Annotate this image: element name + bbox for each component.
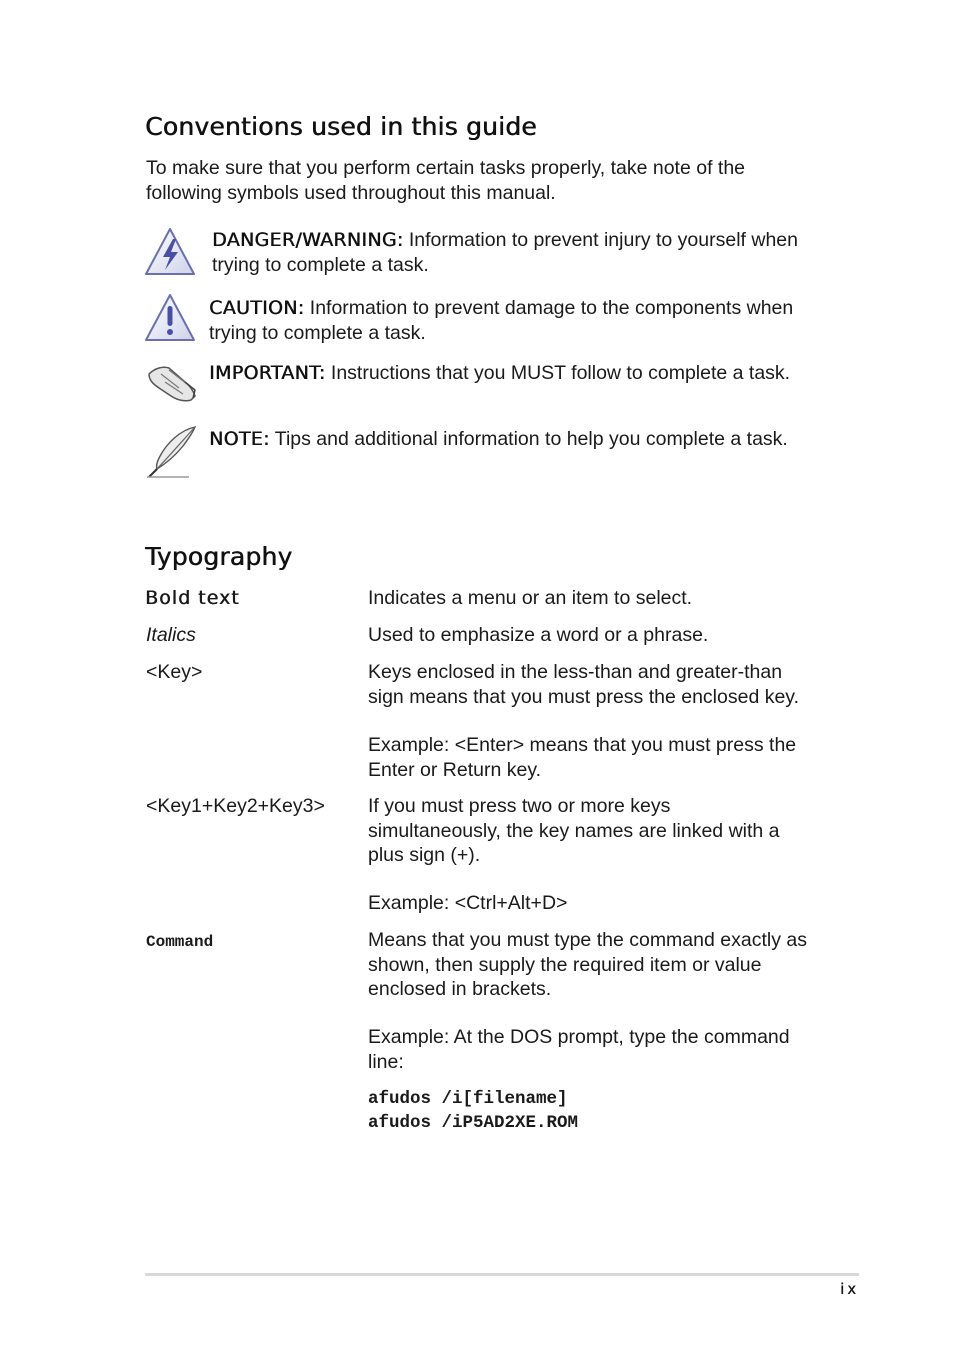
quill-pen-icon [145,424,199,480]
typography-example-keycombo: Example: <Ctrl+Alt+D> [368,892,568,914]
caution-label: CAUTION: [209,297,305,319]
caution-text: CAUTION: Information to prevent damage to the components when trying to complete a task. [209,297,794,344]
command-code-line-1: afudos /i[filename] [368,1089,568,1109]
conventions-heading: Conventions used in this guide [145,112,537,141]
typography-desc-keycombo: If you must press two or more keys simultaneously, the key names are linked with a plus sign (+). [368,795,780,866]
warning-triangle-lightning-icon [143,226,197,278]
pointing-hand-icon [145,360,199,406]
typography-example-key: Example: <Enter> means that you must press the Enter or Return key. [368,734,797,781]
note-label: NOTE: [209,428,270,450]
danger-warning-text: DANGER/WARNING: Information to prevent injury to yourself when trying to complete a task. [212,229,798,276]
important-label: IMPORTANT: [209,362,326,384]
warning-triangle-exclamation-icon [143,292,197,344]
typography-term-key: <Key> [146,661,203,683]
typography-heading: Typography [145,542,293,571]
danger-warning-label: DANGER/WARNING: [212,229,404,251]
typography-term-command: Command [146,933,214,951]
conventions-intro: To make sure that you perform certain tasks properly, take note of the following symbols used throughout this manual. [146,157,746,204]
typography-desc-command: Means that you must type the command exactly as shown, then supply the required item or value enclosed in brackets. [368,929,807,1000]
typography-desc-key: Keys enclosed in the less-than and greater-than sign means that you must press the enclosed key. [368,661,800,708]
command-code-line-2: afudos /iP5AD2XE.ROM [368,1113,579,1133]
typography-term-italics: Italics [146,624,196,646]
page-number: ix [839,1280,859,1298]
typography-example-command: Example: At the DOS prompt, type the command line: [368,1026,790,1073]
note-text: NOTE: Tips and additional information to help you complete a task. [209,428,788,450]
typography-desc-italics: Used to emphasize a word or a phrase. [368,624,709,646]
typography-term-keycombo: <Key1+Key2+Key3> [146,795,325,817]
important-text: IMPORTANT: Instructions that you MUST follow to complete a task. [209,362,791,384]
footer-rule [145,1273,859,1276]
typography-desc-bold: Indicates a menu or an item to select. [368,587,693,609]
typography-term-bold: Bold text [145,587,240,609]
